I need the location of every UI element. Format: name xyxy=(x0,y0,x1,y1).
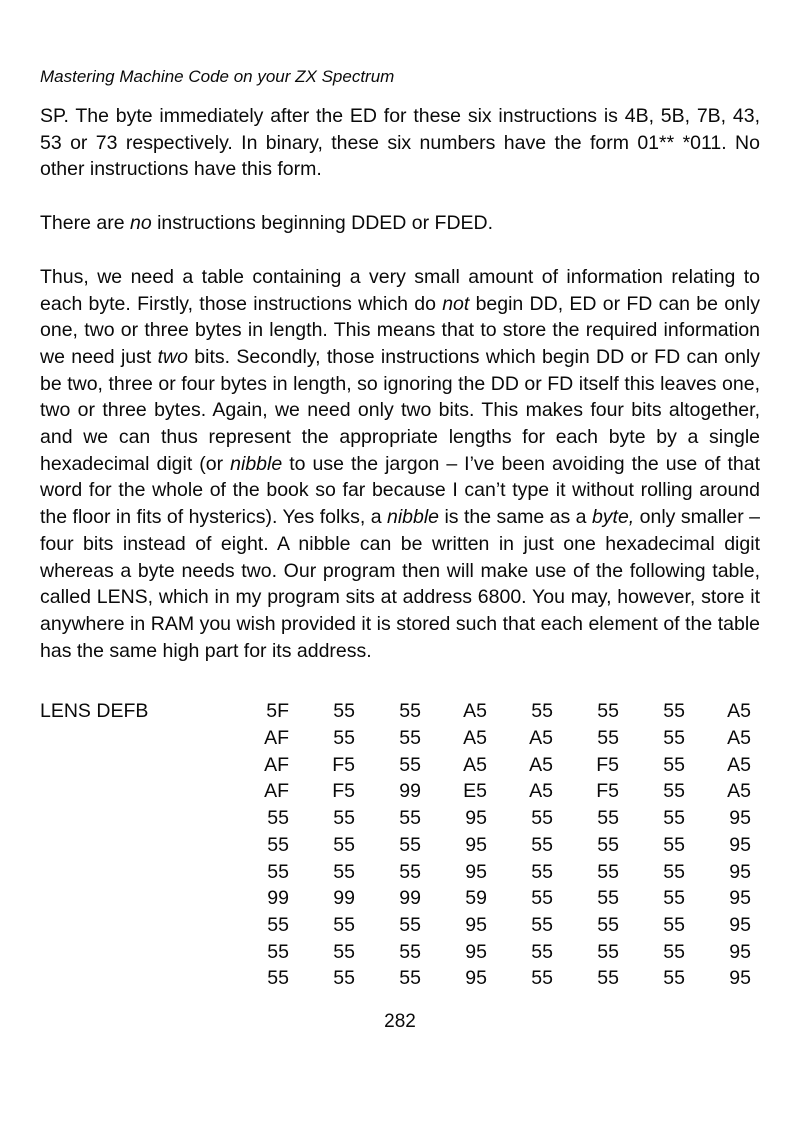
hex-cell: 55 xyxy=(399,833,421,856)
text-run: SP. The byte immediately after the ED for these six instructions is 4B, 5B, 7B, 43, 53 or 73 respectively. In binary, these six numbers have the form 01** *011. No other instructions have this form. xyxy=(40,105,760,181)
hex-cell: 55 xyxy=(663,780,685,803)
table-row xyxy=(223,725,760,752)
hex-cell: 55 xyxy=(531,860,553,883)
hex-cell: 55 xyxy=(663,727,685,750)
hex-cell: A5 xyxy=(529,753,553,776)
hex-cell: 55 xyxy=(597,967,619,990)
hex-cell: A5 xyxy=(727,753,751,776)
hex-cell: 95 xyxy=(729,887,751,910)
paragraph-sp-bytes xyxy=(40,103,760,183)
hex-cell: A5 xyxy=(727,700,751,723)
table-row xyxy=(223,698,760,725)
hex-cell: 95 xyxy=(465,967,487,990)
hex-cell: 55 xyxy=(597,700,619,723)
hex-cell: 55 xyxy=(597,727,619,750)
hex-cell: 55 xyxy=(531,940,553,963)
table-row xyxy=(223,912,760,939)
hex-cell: 59 xyxy=(465,887,487,910)
text-run: instructions beginning DDED or FDED. xyxy=(151,212,494,235)
hex-cell: 55 xyxy=(531,913,553,936)
hex-cell: 95 xyxy=(465,913,487,936)
table-row xyxy=(223,885,760,912)
table-row xyxy=(223,752,760,779)
hex-cell: 55 xyxy=(267,860,289,883)
hex-cell: 99 xyxy=(333,887,355,910)
hex-cell: 55 xyxy=(663,833,685,856)
hex-cell: 55 xyxy=(531,807,553,830)
hex-cell: 55 xyxy=(333,700,355,723)
hex-cell: 99 xyxy=(267,887,289,910)
hex-cell: 99 xyxy=(399,887,421,910)
hex-cell: 55 xyxy=(267,940,289,963)
hex-cell: 55 xyxy=(399,967,421,990)
text-run: to use the jargon – I’ve been avoiding the use of that word for the whole of the book so far because I can’t type it without rolling around the floor in fits of hysterics). Yes folks, a xyxy=(40,452,761,529)
hex-cell: 55 xyxy=(597,807,619,830)
hex-cell: 55 xyxy=(597,860,619,883)
hex-cell: AF xyxy=(264,780,289,803)
hex-cell: 99 xyxy=(399,780,421,803)
text-run: bits. Secondly, those instructions which begin DD or FD can only be two, three or four bytes in length, so ignoring the DD or FD itself this leaves one, two or three bytes. Again, we need only two bits. This makes four bits altogether, and we can thus represent the appropriate lengths for each byte by a single hexadecimal digit (or xyxy=(40,345,760,475)
text-run-italic: not xyxy=(442,292,470,315)
hex-cell: A5 xyxy=(463,700,487,723)
hex-cell: 55 xyxy=(333,833,355,856)
hex-cell: 55 xyxy=(267,833,289,856)
hex-cell: 55 xyxy=(663,807,685,830)
hex-cell: 55 xyxy=(399,807,421,830)
hex-cell: 55 xyxy=(399,700,421,723)
text-run-italic: two xyxy=(157,345,188,368)
table-row xyxy=(223,939,760,966)
hex-cell: 55 xyxy=(333,940,355,963)
text-run: Thus, we need a table containing a very small amount of information relating to each byte. Firstly, those instructions which do xyxy=(40,265,760,315)
hex-cell: 55 xyxy=(531,967,553,990)
hex-cell: A5 xyxy=(529,780,553,803)
text-run: only smaller – four bits instead of eight. A nibble can be written in just one hexadecimal digit whereas a byte needs two. Our program then will make use of the following table, called LENS, which in my program sits at address 6800. You may, however, store it anywhere in RAM you wish provided it is stored such that each element of the table has the same high part for its address. xyxy=(40,506,760,662)
lens-table xyxy=(40,698,760,992)
hex-cell: 55 xyxy=(663,967,685,990)
table-row xyxy=(223,859,760,886)
hex-cell: 55 xyxy=(663,700,685,723)
hex-cell: 55 xyxy=(399,753,421,776)
hex-cell: 95 xyxy=(729,913,751,936)
text-run-italic: nibble xyxy=(386,506,440,529)
hex-cell: F5 xyxy=(596,753,619,776)
hex-cell: F5 xyxy=(332,753,355,776)
hex-cell: 55 xyxy=(597,940,619,963)
page-number: 282 xyxy=(384,1011,416,1033)
hex-cell: A5 xyxy=(463,753,487,776)
running-header: Mastering Machine Code on your ZX Spectrum xyxy=(40,67,395,86)
hex-cell: 55 xyxy=(267,913,289,936)
hex-cell: 55 xyxy=(333,807,355,830)
hex-cell: 55 xyxy=(597,887,619,910)
hex-cell: 55 xyxy=(399,727,421,750)
hex-cell: F5 xyxy=(596,780,619,803)
hex-cell: E5 xyxy=(463,780,487,803)
hex-cell: A5 xyxy=(727,780,751,803)
table-row xyxy=(223,805,760,832)
hex-cell: 95 xyxy=(729,860,751,883)
text-run: is the same as a xyxy=(439,506,592,529)
lens-table-grid xyxy=(223,698,760,992)
hex-cell: 55 xyxy=(597,833,619,856)
hex-cell: 5F xyxy=(266,700,289,723)
hex-cell: 95 xyxy=(729,833,751,856)
text-run-italic: nibble xyxy=(230,452,283,475)
paragraph-lens-table-intro xyxy=(40,264,760,665)
text-run-italic: no xyxy=(129,212,152,235)
hex-cell: 55 xyxy=(597,913,619,936)
hex-cell: 55 xyxy=(531,700,553,723)
hex-cell: A5 xyxy=(529,727,553,750)
hex-cell: 55 xyxy=(663,753,685,776)
hex-cell: 95 xyxy=(729,807,751,830)
hex-cell: 95 xyxy=(465,807,487,830)
hex-cell: 55 xyxy=(663,940,685,963)
table-row xyxy=(223,832,760,859)
text-run: begin DD, ED or FD can be only one, two or three bytes in length. This means that to store the required information we need just xyxy=(40,292,760,368)
hex-cell: 55 xyxy=(333,860,355,883)
hex-cell: 55 xyxy=(531,833,553,856)
hex-cell: 95 xyxy=(465,833,487,856)
hex-cell: A5 xyxy=(463,727,487,750)
text-run-italic: byte, xyxy=(591,506,635,529)
table-row xyxy=(223,778,760,805)
hex-cell: 95 xyxy=(465,860,487,883)
text-run: There are xyxy=(40,212,130,235)
hex-cell: AF xyxy=(264,727,289,750)
hex-cell: 95 xyxy=(729,967,751,990)
hex-cell: 55 xyxy=(267,967,289,990)
hex-cell: 55 xyxy=(663,860,685,883)
hex-cell: 55 xyxy=(267,807,289,830)
hex-cell: AF xyxy=(264,753,289,776)
hex-cell: 55 xyxy=(399,860,421,883)
hex-cell: 55 xyxy=(333,727,355,750)
hex-cell: 55 xyxy=(663,887,685,910)
paragraph-no-instructions xyxy=(40,210,760,237)
hex-cell: 55 xyxy=(663,913,685,936)
hex-cell: 55 xyxy=(333,913,355,936)
hex-cell: F5 xyxy=(332,780,355,803)
hex-cell: 55 xyxy=(399,913,421,936)
table-row xyxy=(223,965,760,992)
hex-cell: 95 xyxy=(465,940,487,963)
hex-cell: 55 xyxy=(531,887,553,910)
hex-cell: A5 xyxy=(727,727,751,750)
lens-table-label: LENS DEFB xyxy=(40,700,149,723)
hex-cell: 55 xyxy=(333,967,355,990)
hex-cell: 95 xyxy=(729,940,751,963)
hex-cell: 55 xyxy=(399,940,421,963)
